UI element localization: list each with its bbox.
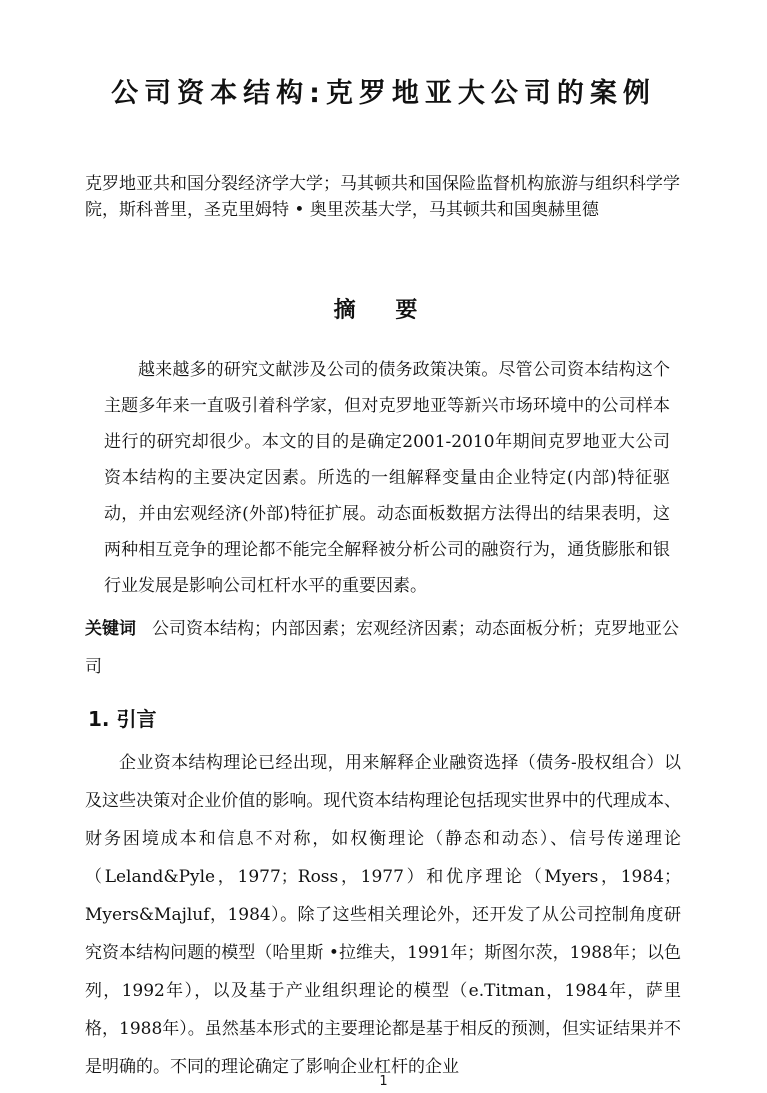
abstract-heading: 摘 要 [333,298,434,323]
paper-title: 公司资本结构:克罗地亚大公司的案例 [111,78,656,109]
page-number: 1 [379,1074,388,1089]
author-affiliation: 克罗地亚共和国分裂经济学大学；马其顿共和国保险监督机构旅游与组织科学学院，斯科普里，圣克里姆特 • 奥里茨基大学，马其顿共和国奥赫里德 [85,174,680,220]
keywords-text: 公司资本结构；内部因素；宏观经济因素；动态面板分析；克罗地亚公司 [85,619,679,677]
keywords [85,610,685,686]
abstract-text: 越来越多的研究文献涉及公司的债务政策决策。尽管公司资本结构这个主题多年来一直吸引着科学家，但对克罗地亚等新兴市场环境中的公司样本进行的研究却很少。本文的目的是确定2001-2010年期间克罗地亚大公司资本结构的主要决定因素。所选的一组解释变量由企业特定(内部)特征驱动，并由宏观经济(外部)特征扩展。动态面板数据方法得出的结果表明，这两种相互竞争的理论都不能完全解释被分析公司的融资行为，通货膨胀和银行业发展是影响公司杠杆水平的重要因素。 [104,360,670,596]
section-body-text: 企业资本结构理论已经出现，用来解释企业融资选择（债务-股权组合）以及这些决策对企业价值的影响。现代资本结构理论包括现实世界中的代理成本、财务困境成本和信息不对称，如权衡理论（静态和动态）、信号传递理论（Leland&Pyle，1977；Ross，1977）和优序理论（Myers，1984；Myers&Majluf，1984）。除了这些相关理论外，还开发了从公司控制角度研究资本结构问题的模型（哈里斯 •拉维夫，1991年；斯图尔茨，1988年；以色列，1992年），以及基于产业组织理论的模型（e.Titman，1984年，萨里格，1988年）。虽然基本形式的主要理论都是基于相反的预测，但实证结果并不是明确的。不同的理论确定了影响企业杠杆的企业 [85,753,681,1077]
keywords-label: 关键词 [85,619,136,639]
section-heading: 1. 引言 [88,707,157,731]
